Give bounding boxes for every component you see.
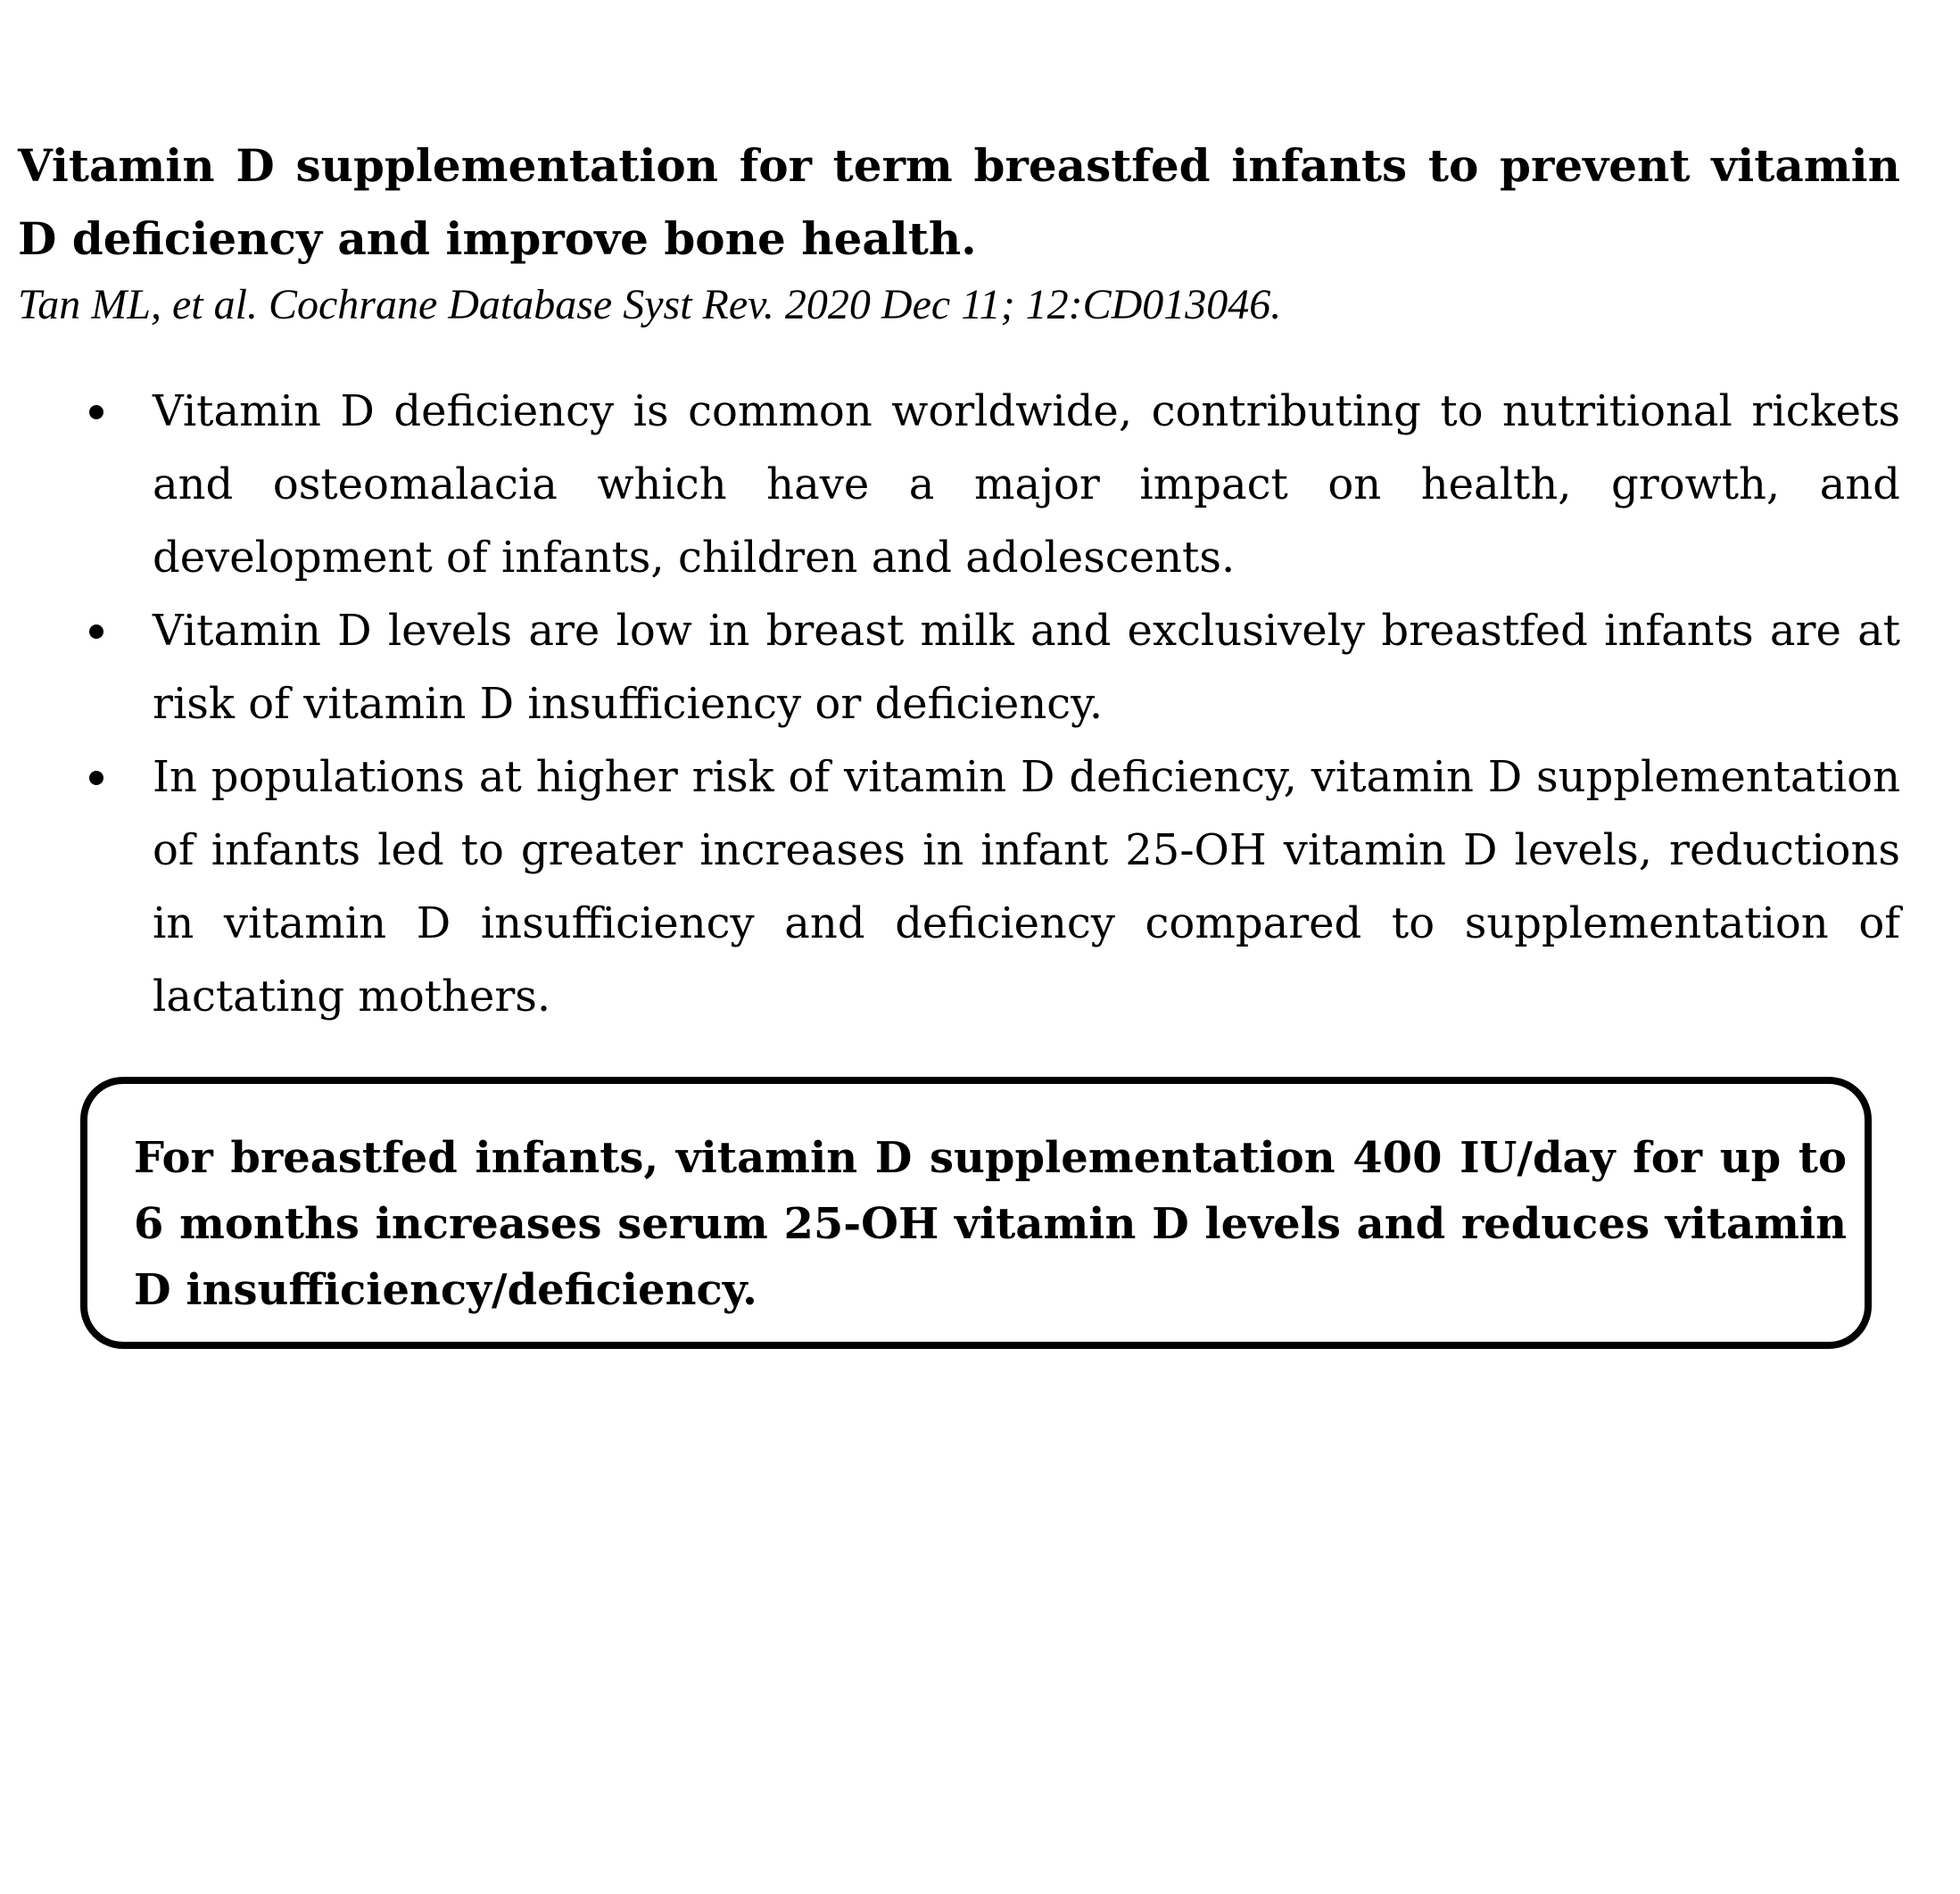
key-points-list — [0, 375, 1900, 1033]
article-citation: Tan ML, et al. Cochrane Database Syst Rev. 2020 Dec 11; 12:CD013046. — [18, 281, 1282, 328]
key-point-item — [0, 375, 1900, 594]
key-point-item — [0, 594, 1900, 740]
key-point-text: Vitamin D levels are low in breast milk and exclusively breastfed infants are at risk of vitamin D insufficiency or deficiency. — [153, 606, 1900, 729]
article-title: Vitamin D supplementation for term breastfed infants to prevent vitamin D deficiency and improve bone health. — [18, 139, 1900, 265]
conclusion-text: For breastfed infants, vitamin D supplementation 400 IU/day for up to 6 months increases serum 25-OH vitamin D levels and reduces vitamin D insufficiency/deficiency. — [134, 1133, 1847, 1315]
key-point-text: In populations at higher risk of vitamin D deficiency, vitamin D supplementation of infants led to greater increases in infant 25-OH vitamin D levels, reductions in vitamin D insufficiency and deficiency compared to supplementation of lactating mothers. — [153, 752, 1900, 1021]
conclusion-callout-box — [80, 1077, 1872, 1349]
key-point-text: Vitamin D deficiency is common worldwide, contributing to nutritional rickets and osteomalacia which have a major impact on health, growth, and development of infants, children and adolescents. — [153, 386, 1900, 583]
bullet-icon — [89, 624, 103, 639]
key-point-item — [0, 740, 1900, 1033]
bullet-icon — [89, 771, 103, 785]
bullet-icon — [89, 405, 103, 419]
